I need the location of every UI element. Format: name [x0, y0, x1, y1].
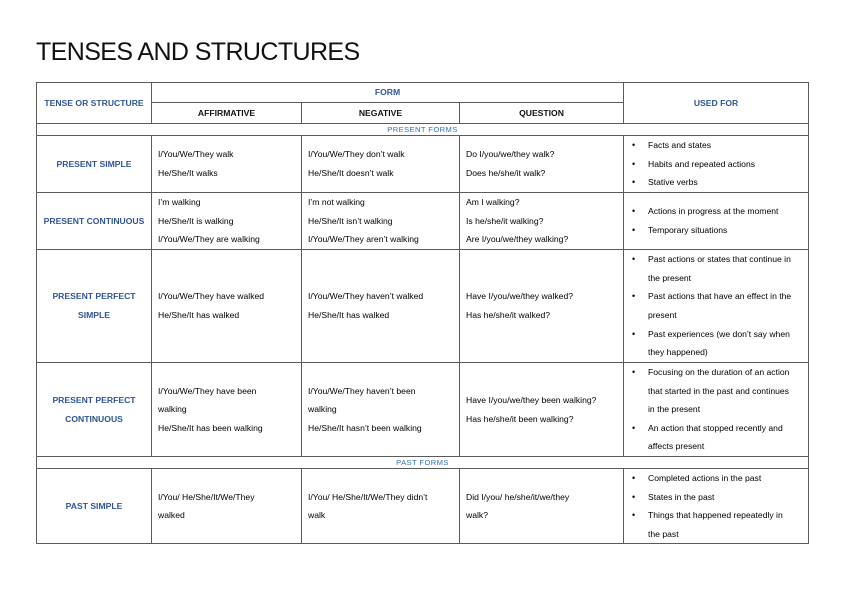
negative-line: I/You/ He/She/It/We/They didn’t: [308, 491, 428, 502]
tense-name: PRESENT SIMPLE: [37, 136, 152, 193]
affirmative-line: I/You/We/They are walking: [158, 234, 260, 245]
negative-cell: [302, 250, 460, 363]
question-cell: [460, 193, 624, 250]
question-line: Are I/you/we/they walking?: [466, 234, 569, 245]
question-line: Have I/you/we/they walked?: [466, 291, 574, 302]
use-item: • Stative verbs: [630, 173, 802, 192]
tenses-table: [36, 82, 809, 544]
use-item: [630, 419, 802, 456]
table-row: [37, 363, 809, 457]
negative-cell: [302, 193, 460, 250]
negative-line: walk: [308, 510, 326, 521]
tense-name-line: SIMPLE: [78, 310, 110, 320]
question-line: walk?: [466, 510, 488, 521]
question-cell: [460, 136, 624, 193]
section-past-forms: PAST FORMS: [37, 457, 809, 469]
uses-cell: [624, 250, 809, 363]
uses-list: [630, 363, 802, 456]
table-row: [37, 136, 809, 193]
page-title: TENSES AND STRUCTURES: [36, 38, 360, 66]
question-line: Have I/you/we/they been walking?: [466, 394, 597, 405]
affirmative-line: He/She/It has walked: [158, 310, 240, 320]
tense-name: PAST SIMPLE: [37, 469, 152, 544]
tense-name-line: PRESENT PERFECT: [52, 394, 136, 405]
negative-line: He/She/It doesn’t walk: [308, 168, 394, 178]
use-item-line: • Things that happened repeatedly in: [648, 510, 783, 521]
use-item-line: affects present: [648, 441, 705, 452]
negative-cell: [302, 363, 460, 457]
use-item: [630, 287, 802, 324]
uses-cell: [624, 193, 809, 250]
use-item: • Facts and states: [630, 136, 802, 155]
use-item-line: • Past actions or states that continue in: [648, 254, 791, 265]
question-line: Has he/she/it been walking?: [466, 413, 574, 424]
uses-cell: [624, 136, 809, 193]
question-line: Am I walking?: [466, 197, 520, 208]
use-item: • Temporary situations: [630, 221, 802, 240]
use-item-line: • States in the past: [648, 491, 715, 502]
question-cell: [460, 250, 624, 363]
negative-line: walking: [308, 404, 337, 415]
affirmative-cell: [152, 363, 302, 457]
use-item-line: • Focusing on the duration of an action: [648, 367, 790, 378]
use-item: [630, 250, 802, 287]
use-item-line: they happened): [648, 347, 708, 358]
affirmative-line: I/You/We/They have walked: [158, 291, 265, 302]
affirmative-cell: [152, 250, 302, 363]
header-tense-or-structure: TENSE OR STRUCTURE: [37, 83, 152, 124]
uses-list: [630, 469, 802, 543]
affirmative-line: I/You/We/They walk: [158, 149, 234, 160]
tense-name-line: CONTINUOUS: [65, 413, 123, 424]
header-negative: NEGATIVE: [302, 103, 460, 124]
negative-line: I/You/We/They haven’t walked: [308, 291, 424, 302]
affirmative-line: walking: [158, 404, 187, 415]
question-line: Did I/you/ he/she/it/we/they: [466, 491, 570, 502]
use-item: [630, 506, 802, 543]
uses-list: [630, 136, 802, 192]
uses-cell: [624, 363, 809, 457]
use-item-line: the present: [648, 272, 692, 283]
affirmative-cell: [152, 193, 302, 250]
tense-name: [37, 363, 152, 457]
use-item: [630, 325, 802, 362]
question-line: Is he/she/it walking?: [466, 215, 544, 226]
question-line: Has he/she/it walked?: [466, 310, 551, 320]
use-item-line: • Completed actions in the past: [648, 473, 762, 483]
negative-cell: [302, 469, 460, 544]
use-item: • Actions in progress at the moment: [630, 202, 802, 221]
use-item: [630, 469, 802, 488]
use-item-line: the past: [648, 528, 679, 539]
uses-cell: [624, 469, 809, 544]
header-question: QUESTION: [460, 103, 624, 124]
affirmative-line: He/She/It is walking: [158, 215, 234, 226]
tense-name-line: PRESENT PERFECT: [52, 291, 136, 302]
header-affirmative: AFFIRMATIVE: [152, 103, 302, 124]
section-present-forms: PRESENT FORMS: [37, 124, 809, 136]
question-line: Do I/you/we/they walk?: [466, 149, 555, 160]
use-item: • Habits and repeated actions: [630, 155, 802, 174]
negative-line: I/You/We/They don’t walk: [308, 149, 405, 160]
tense-name: [37, 250, 152, 363]
use-item-line: • Past experiences (we don’t say when: [648, 328, 790, 339]
affirmative-line: walked: [158, 510, 185, 521]
use-item-line: • An action that stopped recently and: [648, 422, 783, 433]
negative-line: He/She/It hasn’t been walking: [308, 422, 422, 433]
use-item-line: present: [648, 310, 677, 320]
question-cell: [460, 469, 624, 544]
use-item: [630, 488, 802, 507]
negative-line: I/You/We/They aren’t walking: [308, 234, 419, 245]
table-row: [37, 250, 809, 363]
question-cell: [460, 363, 624, 457]
use-item-line: in the present: [648, 404, 701, 415]
affirmative-cell: [152, 136, 302, 193]
affirmative-line: I’m walking: [158, 197, 201, 208]
affirmative-line: I/You/We/They have been: [158, 385, 257, 396]
tense-name: PRESENT CONTINUOUS: [37, 193, 152, 250]
affirmative-cell: [152, 469, 302, 544]
question-line: Does he/she/it walk?: [466, 168, 546, 178]
negative-line: He/She/It has walked: [308, 310, 390, 320]
negative-line: I’m not walking: [308, 197, 365, 208]
affirmative-line: He/She/It walks: [158, 168, 218, 178]
use-item: [630, 363, 802, 419]
use-item-line: • Past actions that have an effect in the: [648, 291, 792, 302]
uses-list: [630, 202, 802, 239]
use-item-line: that started in the past and continues: [648, 385, 789, 396]
header-form: FORM: [152, 83, 624, 103]
table-row: [37, 469, 809, 544]
negative-line: He/She/It isn’t walking: [308, 215, 393, 226]
affirmative-line: He/She/It has been walking: [158, 422, 263, 433]
negative-line: I/You/We/They haven’t been: [308, 385, 416, 396]
negative-cell: [302, 136, 460, 193]
uses-list: [630, 250, 802, 362]
header-used-for: USED FOR: [624, 83, 809, 124]
affirmative-line: I/You/ He/She/It/We/They: [158, 491, 255, 502]
table-row: [37, 193, 809, 250]
